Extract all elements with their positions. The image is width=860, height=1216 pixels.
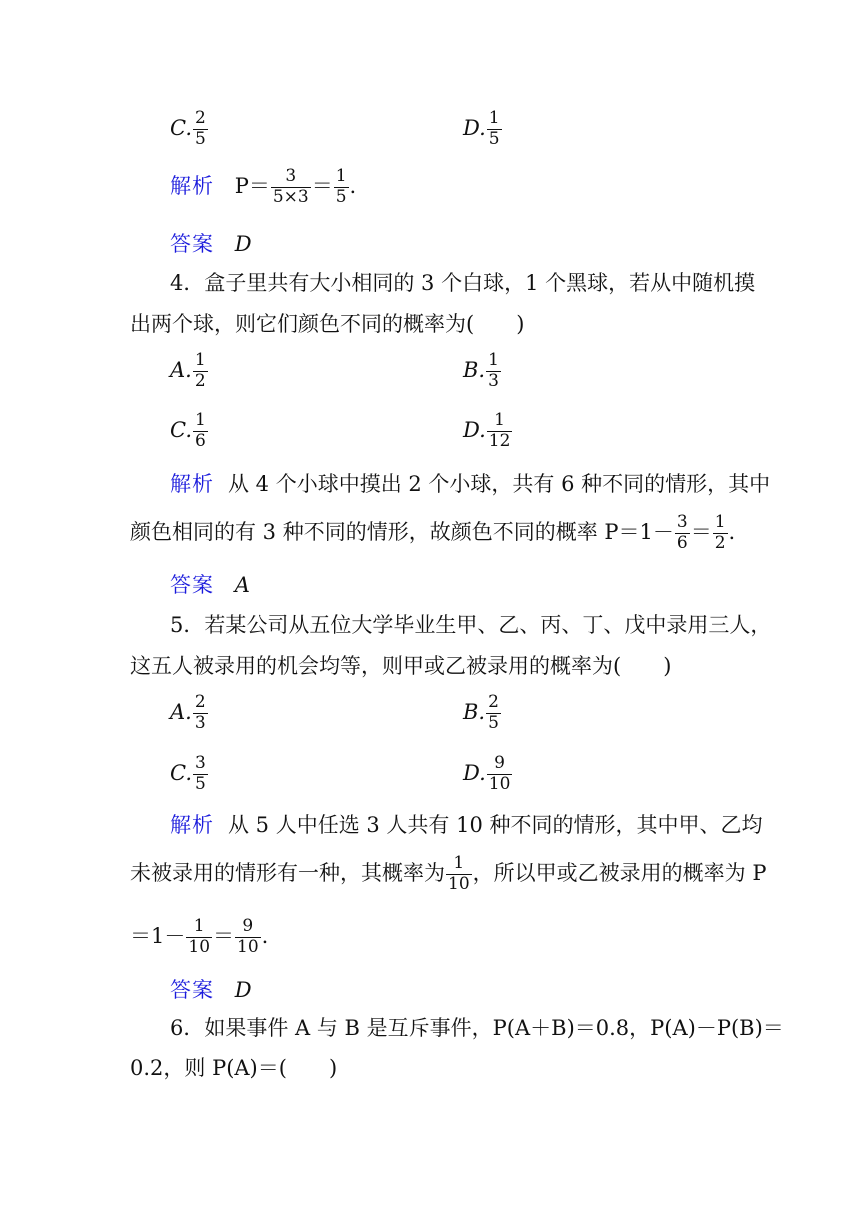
q3-option-c xyxy=(170,110,209,149)
q3-option-d xyxy=(463,110,503,149)
fraction: $\frac{1}{2}$ xyxy=(714,512,726,553)
fraction: $\frac{2}{5}$ xyxy=(488,692,499,733)
option-letter: D. xyxy=(463,115,486,140)
q5-answer xyxy=(170,980,252,1001)
fraction: $\frac{1}{6}$ xyxy=(195,410,206,451)
q5-analysis-line2: 未被录用的情形有一种，其概率为 $\frac{1}{10}$ ，所以甲或乙被录用的概率为 P xyxy=(130,853,767,894)
q4-option-a: A. $\frac{1}{2}$ xyxy=(170,350,206,391)
analysis-tag: 解析 xyxy=(170,813,214,837)
analysis-tag: 解析 xyxy=(170,472,214,496)
fraction: $\frac{3}{6}$ xyxy=(676,512,688,553)
fraction: $\frac{3}{5\times 3}$ xyxy=(272,166,309,207)
fraction: $\frac{1}{12}$ xyxy=(488,410,511,451)
q4-analysis-line1: 解析 从 4 个小球中摸出 2 个小球，共有 6 种不同的情形，其中 xyxy=(170,472,771,496)
fraction: $\frac{1}{3}$ xyxy=(488,350,499,391)
q6-stem-line1: 6．如果事件 A 与 B 是互斥事件，P(A＋B)＝0.8，P(A)－P(B)＝ xyxy=(170,1016,784,1040)
fraction: $\frac{1}{5}$ xyxy=(488,108,500,149)
fraction: $\frac{1}{10}$ xyxy=(188,916,211,957)
answer-tag: 答案 xyxy=(170,978,214,1002)
q4-analysis-line2: 颜色相同的有 3 种不同的情形，故颜色不同的概率 P＝1－ $\frac{3}{6}$ ＝ $\frac{1}{2}$ . xyxy=(130,512,736,553)
fraction: $\frac{1}{2}$ xyxy=(194,350,206,391)
q5-stem-line2: 这五人被录用的机会均等，则甲或乙被录用的概率为( ) xyxy=(130,654,672,678)
fraction: $\frac{3}{5}$ xyxy=(195,753,206,794)
q4-option-c: C. $\frac{1}{6}$ xyxy=(170,410,206,451)
fraction: $\frac{1}{5}$ xyxy=(335,166,347,207)
q4-answer xyxy=(170,575,250,596)
fraction: $\frac{2}{3}$ xyxy=(194,692,206,733)
fraction: $\frac{2}{5}$ xyxy=(195,108,206,149)
q5-option-b: B. $\frac{2}{5}$ xyxy=(463,692,499,733)
fraction: $\frac{9}{10}$ xyxy=(237,916,259,957)
q3-analysis: 解析 P＝ $\frac{3}{5\times 3}$ ＝ $\frac{1}{5}$ . xyxy=(170,166,357,207)
q4-option-d: D. $\frac{1}{12}$ xyxy=(463,410,511,451)
q4-stem-line2: 出两个球，则它们颜色不同的概率为( ) xyxy=(130,312,525,336)
q5-stem-line1: 5．若某公司从五位大学毕业生甲、乙、丙、丁、戊中录用三人， xyxy=(170,613,772,637)
fraction: $\frac{1}{10}$ xyxy=(448,853,470,894)
q5-option-d: D. $\frac{9}{10}$ xyxy=(463,753,511,794)
answer-value: A xyxy=(234,573,250,597)
option-letter: C. xyxy=(170,115,192,140)
q6-stem-line2: 0.2，则 P(A)＝( ) xyxy=(130,1056,338,1080)
q3-answer xyxy=(170,234,252,255)
answer-value: D xyxy=(234,232,252,256)
analysis-tag: 解析 xyxy=(170,173,214,198)
answer-tag: 答案 xyxy=(170,573,214,597)
answer-value: D xyxy=(234,978,252,1002)
q4-option-b: B. $\frac{1}{3}$ xyxy=(463,350,499,391)
q4-stem-line1: 4．盒子里共有大小相同的 3 个白球，1 个黑球，若从中随机摸 xyxy=(170,271,756,295)
q5-analysis-line1: 解析 从 5 人中任选 3 人共有 10 种不同的情形，其中甲、乙均 xyxy=(170,813,763,837)
fraction: $\frac{9}{10}$ xyxy=(488,753,511,794)
q5-option-a: A. $\frac{2}{3}$ xyxy=(170,692,206,733)
q5-analysis-line3: ＝1－ $\frac{1}{10}$ ＝ $\frac{9}{10}$ . xyxy=(130,916,269,957)
q5-option-c: C. $\frac{3}{5}$ xyxy=(170,753,206,794)
answer-tag: 答案 xyxy=(170,232,214,256)
